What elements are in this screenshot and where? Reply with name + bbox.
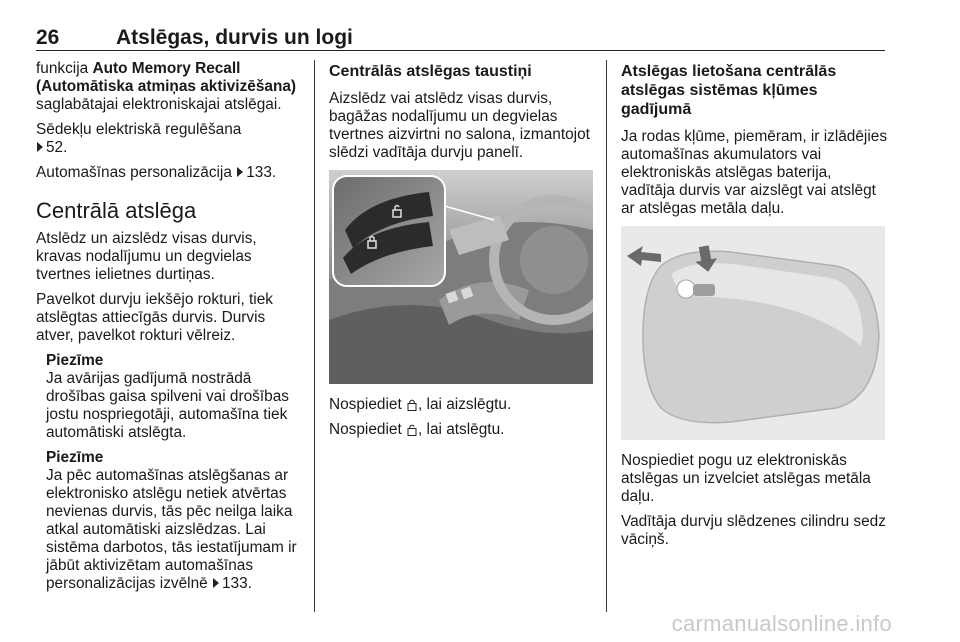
paragraph-lock-buttons: Aizslēdz vai atslēdz visas durvis, bagāžas nodalījumu un degvielas tvertnes aizvirtni no salona, izmantojot slēdzi vadītāja durvju panelī. [329,90,590,161]
instruction-lock: Nospiediet , lai aizslēgtu. [329,396,512,413]
paragraph-lock-cylinder: Vadītāja durvju slēdzenes cilindru sedz vāciņš. [621,513,886,548]
section-heading-central-lock: Centrālā atslēga [36,198,197,223]
lock-icon [407,398,417,411]
page-ref: 52. [46,139,68,156]
reference-arrow-icon [37,142,43,152]
paragraph-key-release: Nospiediet pogu uz elektroniskās atslēgas un izvelciet atslēgas metāla daļu. [621,452,871,505]
unlock-icon [407,423,417,436]
electronic-key-illustration [621,226,885,440]
paragraph-lock-failure: Ja rodas kļūme, piemēram, ir izlādējies automašīnas akumulators vai elektroniskās atslēgas baterija, vadītāja durvis var aizslēgt vai atslēgt ar atslēgas metāla daļu. [621,128,888,217]
section-heading-lock-buttons: Centrālās atslēgas taustiņi [329,63,532,80]
column-1 [36,60,304,600]
column-divider-2 [606,60,607,612]
page-number: 26 [36,26,60,49]
note-text: Ja avārijas gadījumā nostrādā drošības gaisa spilveni vai drošības jostu nospriegotāji, automašīna tiek automātiski atslēgta. [46,370,289,441]
feature-name: Auto Memory Recall (Automātiska atmiņas aktivizēšana) [36,60,297,95]
note-text: Ja pēc automašīnas atslēgšanas ar elektronisko atslēgu netiek atvērtas nevienas durvis, tās pēc neilga laika atkal automātiski aizslēdzas. Lai sistēma darbotos, tās iestatījumam ir jābūt aktivizētam automašīnas personalizācijas izvēlnē [46,467,297,592]
note-auto-relock [46,449,304,593]
note-title: Piezīme [46,352,104,369]
paragraph-personalization-ref: Automašīnas personalizācija 133. [36,164,277,181]
column-3 [621,60,889,556]
instruction-unlock: Nospiediet , lai atslēgtu. [329,421,505,438]
watermark: carmanualsonline.info [671,611,892,636]
chapter-title: Atslēgas, durvis un logi [116,26,353,49]
paragraph-seat-ref: Sēdekļu elektriskā regulēšana 52. [36,121,242,156]
page-ref: 133. [221,575,252,592]
section-heading-lock-failure: Atslēgas lietošana centrālās atslēgas sistēmas kļūmes gadījumā [621,63,837,118]
note-airbag [46,352,304,442]
door-panel-illustration [329,170,593,384]
paragraph-door-handle: Pavelkot durvju iekšējo rokturi, tiek atslēgtas attiecīgās durvis. Durvis atver, pavelkot rokturi vēlreiz. [36,291,273,344]
page-header [36,26,885,51]
column-divider-1 [314,60,315,612]
reference-arrow-icon [237,167,243,177]
column-2 [329,60,595,446]
paragraph-central-lock: Atslēdz un aizslēdz visas durvis, kravas nodalījumu un degvielas tvertnes ielietnes durtiņas. [36,230,257,283]
page-ref: 133. [246,164,277,181]
note-title: Piezīme [46,449,104,466]
paragraph-auto-memory: funkcija Auto Memory Recall (Automātiska atmiņas aktivizēšana) saglabātajai elektroniskajai atslēgai. [36,60,297,113]
reference-arrow-icon [213,578,219,588]
